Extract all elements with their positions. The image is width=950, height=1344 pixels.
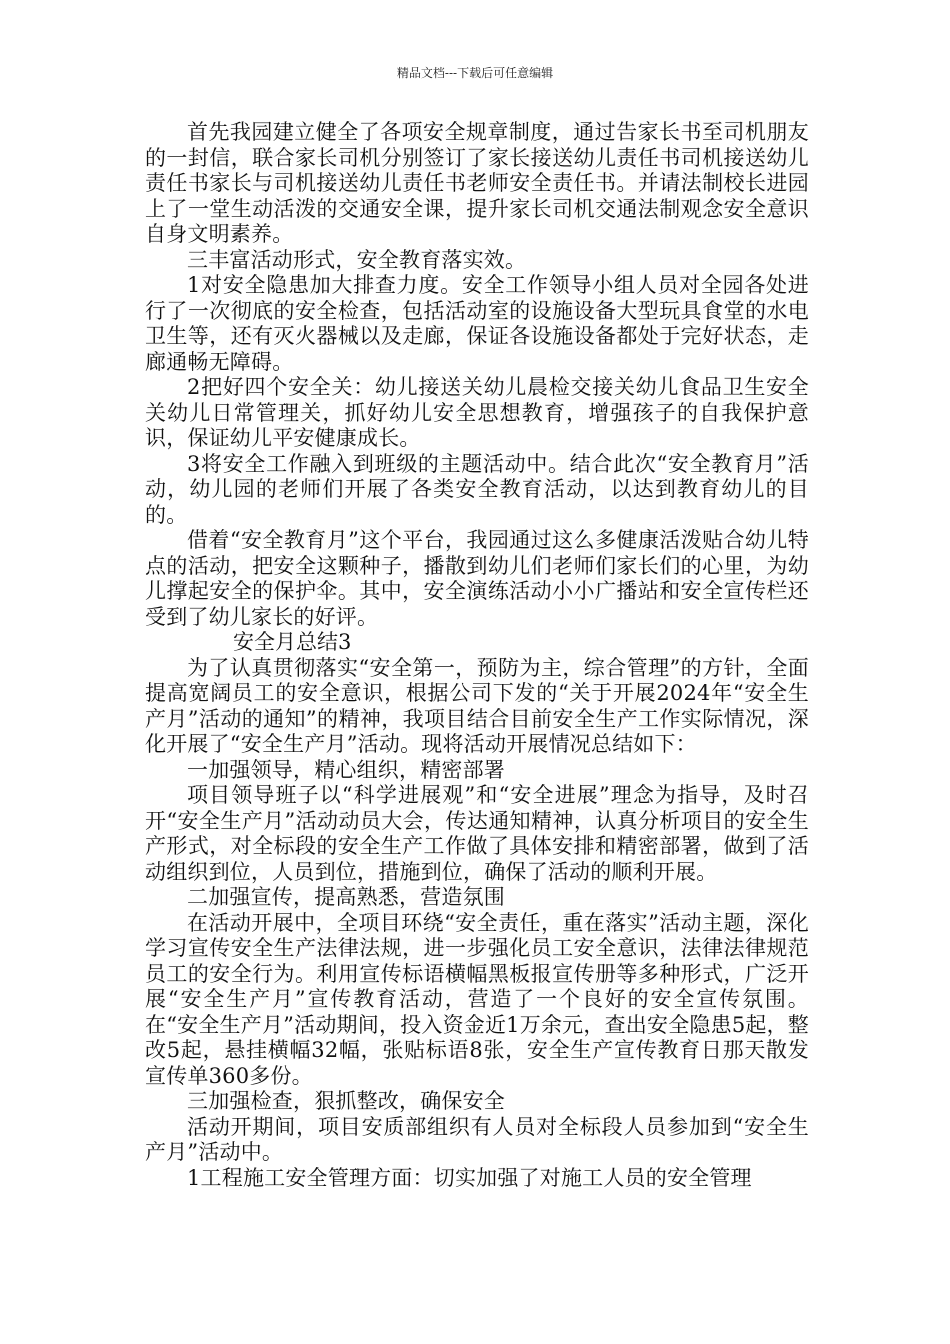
paragraph-safety-rules: 首先我园建立健全了各项安全规章制度，通过告家长书至司机朋友的一封信，联合家长司机分别签订了家长接送幼儿责任书司机接送幼儿责任书家长与司机接送幼儿责任书老师安全责任书。并请法制校长进园上了一堂生动活泼的交通安全课，提升家长司机交通法制观念安全意识自身文明素养。	[145, 120, 809, 246]
section-heading-inspection: 三加强检查，狠抓整改，确保安全	[187, 1089, 505, 1113]
section-heading-leadership: 一加强领导，精心组织，精密部署	[187, 757, 505, 782]
paragraph-hazard-inspection: 1对安全隐患加大排查力度。安全工作领导小组人员对全园各处进行了一次彻底的安全检查，包括活动室的设施设备大型玩具食堂的水电卫生等，还有灭火器械以及走廊，保证各设施设备都处于完好状态，走廊通畅无障碍。	[145, 273, 809, 374]
paragraph-theme-activities: 3将安全工作融入到班级的主题活动中。结合此次“安全教育月”活动，幼儿园的老师们开展了各类安全教育活动，以达到教育幼儿的目的。	[145, 451, 809, 527]
section-heading-activities: 三丰富活动形式，安全教育落实效。	[187, 247, 527, 272]
paragraph-leadership: 项目领导班子以“科学进展观”和“安全进展”理念为指导，及时召开“安全生产月”活动动员大会，传达通知精神，认真分析项目的安全生产形式，对全标段的安全生产工作做了具体安排和精密部署，做到了活动组织到位，人员到位，措施到位，确保了活动的顺利开展。	[145, 783, 809, 884]
document-body	[145, 120, 809, 1191]
paragraph-safety-month-summary: 借着“安全教育月”这个平台，我园通过这么多健康活泼贴合幼儿特点的活动，把安全这颗种子，播散到幼儿们老师们家长们的心里，为幼儿撑起安全的保护伞。其中，安全演练活动小小广播站和安全宣传栏还受到了幼儿家长的好评。	[145, 528, 809, 629]
paragraph-inspection: 活动开期间，项目安质部组织有人员对全标段人员参加到“安全生产月”活动中。	[145, 1114, 809, 1164]
paragraph-construction-safety: 1工程施工安全管理方面：切实加强了对施工人员的安全管理	[187, 1165, 752, 1190]
section-heading-publicity: 二加强宣传，提高熟悉，营造氛围	[187, 885, 505, 909]
paragraph-intro-policy: 为了认真贯彻落实“安全第一，预防为主，综合管理”的方针，全面提高宽阔员工的安全意识，根据公司下发的“关于开展2024年“安全生产月”活动的通知”的精神，我项目结合目前安全生产工作实际情况，深化开展了“安全生产月”活动。现将活动开展情况总结如下：	[145, 655, 809, 756]
paragraph-publicity: 在活动开展中，全项目环绕“安全责任，重在落实”活动主题，深化学习宣传安全生产法律法规，进一步强化员工安全意识，法律法律规范员工的安全行为。利用宣传标语横幅黑板报宣传册等多种形式，广泛开展“安全生产月”宣传教育活动，营造了一个良好的安全宣传氛围。在“安全生产月”活动期间，投入资金近1万余元，查出安全隐患5起，整改5起，悬挂横幅32幅，张贴标语8张，安全生产宣传教育日那天散发宣传单360多份。	[145, 910, 809, 1088]
section-title: 安全月总结3	[233, 630, 352, 654]
paragraph-four-checks: 2把好四个安全关：幼儿接送关幼儿晨检交接关幼儿食品卫生安全关幼儿日常管理关，抓好幼儿安全思想教育，增强孩子的自我保护意识，保证幼儿平安健康成长。	[145, 375, 809, 450]
page-header: 精品文档---下载后可任意编辑	[396, 66, 554, 80]
